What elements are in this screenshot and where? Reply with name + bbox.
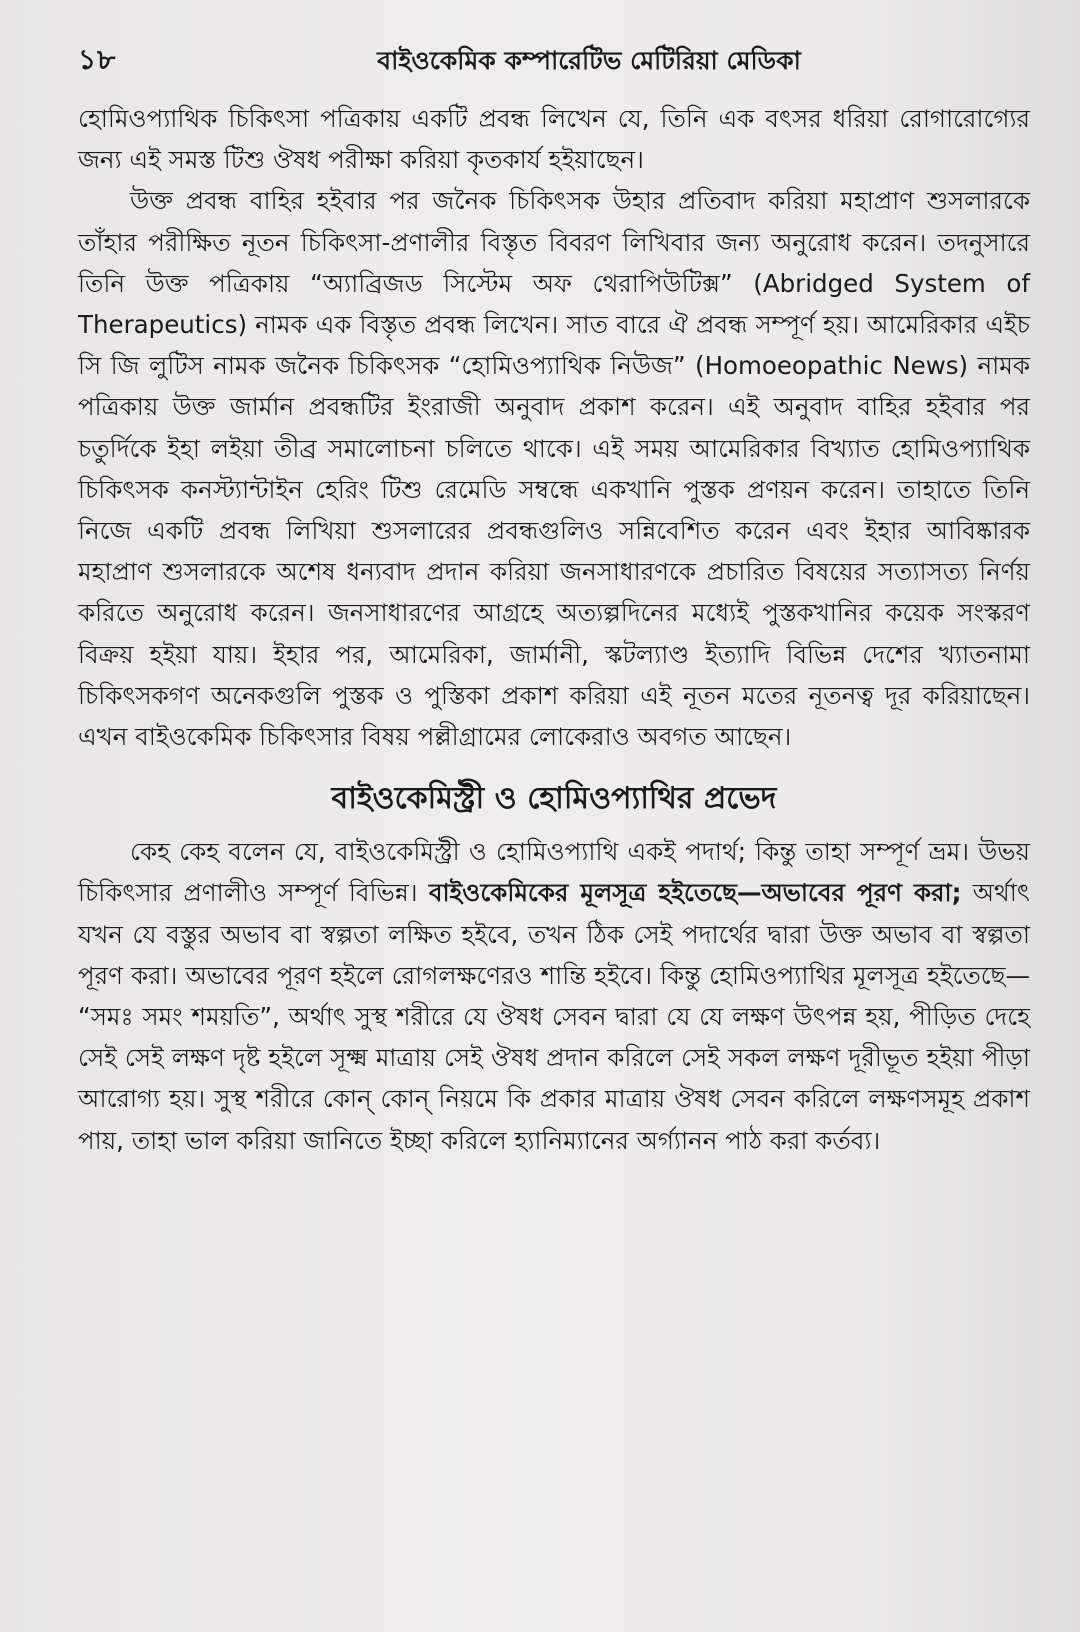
page-number: ১৮ [78, 43, 117, 76]
principle-bold-text: বাইওকেমিকের মূলসূত্র হইতেছে—অভাবের পূরণ করা; [428, 878, 962, 908]
paragraph-text-end: অর্থাৎ যখন যে বস্তুর অভাব বা স্বল্পতা লক্ষিত হইবে, তখন ঠিক সেই পদার্থের দ্বারা উক্ত অভাব বা স্বল্পতা পূরণ করা। অভাবের পূরণ হইলে রোগলক্ষণেরও শান্তি হইবে। কিন্তু হোমিওপ্যাথির মূলসূত্র হইতেছে— “সমঃ সমং শময়তি”, অর্থাৎ সুস্থ শরীরে যে ঔষধ সেবন দ্বারা যে যে লক্ষণ উৎপন্ন হয়, পীড়িত দেহে সেই সেই লক্ষণ দৃষ্ট হইলে সূক্ষ্ম মাত্রায় সেই ঔষধ প্রদান করিলে সেই সকল লক্ষণ দূরীভূত হইয়া পীড়া আরোগ্য হয়। সুস্থ শরীরে কোন্ কোন্ নিয়মে কি প্রকার মাত্রায় ঔষধ সেবন করিলে লক্ষণসমূহ প্রকাশ পায়, তাহা ভাল করিয়া জানিতে ইচ্ছা করিলে হ্যানিম্যানের অর্গ্যানন পাঠ করা কর্তব্য। [78, 878, 1030, 1155]
section-heading: বাইওকেমিস্ট্রী ও হোমিওপ্যাথির প্রভেদ [331, 781, 777, 817]
page-header [78, 38, 1030, 94]
paragraph-history: উক্ত প্রবন্ধ বাহির হইবার পর জনৈক চিকিৎসক উহার প্রতিবাদ করিয়া মহাপ্রাণ শুসলারকে তাঁহার পরীক্ষিত নূতন চিকিৎসা-প্রণালীর বিস্তৃত বিবরণ লিখিবার জন্য অনুরোধ করেন। তদনুসারে তিনি উক্ত পত্রিকায় “অ্যাব্রিজড সিস্টেম অফ থেরাপিউটিক্স” (Abridged System of Therapeutics) নামক এক বিস্তৃত প্রবন্ধ লিখেন। সাত বারে ঐ প্রবন্ধ সম্পূর্ণ হয়। আমেরিকার এইচ সি জি লুটিস নামক জনৈক চিকিৎসক “হোমিওপ্যাথিক নিউজ” (Homoeopathic News) নামক পত্রিকায় উক্ত জার্মান প্রবন্ধটির ইংরাজী অনুবাদ প্রকাশ করেন। এই অনুবাদ বাহির হইবার পর চতুর্দিকে ইহা লইয়া তীব্র সমালোচনা চলিতে থাকে। এই সময় আমেরিকার বিখ্যাত হোমিওপ্যাথিক চিকিৎসক কনস্ট্যান্টাইন হেরিং টিশু রেমেডি সম্বন্ধে একখানি পুস্তক প্রণয়ন করেন। তাহাতে তিনি নিজে একটি প্রবন্ধ লিখিয়া শুসলারের প্রবন্ধগুলিও সন্নিবেশিত করেন এবং ইহার আবিষ্কারক মহাপ্রাণ শুসলারকে অশেষ ধন্যবাদ প্রদান করিয়া জনসাধারণকে প্রচারিত বিষয়ের সত্যাসত্য নির্ণয় করিতে অনুরোধ করেন। জনসাধারণের আগ্রহে অত্যল্পদিনের মধ্যেই পুস্তকখানির কয়েক সংস্করণ বিক্রয় হইয়া যায়। ইহার পর, আমেরিকা, জার্মানী, স্কটল্যাণ্ড ইত্যাদি বিভিন্ন দেশের খ্যাতনামা চিকিৎসকগণ অনেকগুলি পুস্তক ও পুস্তিকা প্রকাশ করিয়া এই নূতন মতের নূতনত্ব দূর করিয়াছেন। এখন বাইওকেমিক চিকিৎসার বিষয় পল্লীগ্রামের লোকেরাও অবগত আছেন। [78, 186, 1030, 752]
paragraph-text-start: কেহ কেহ বলেন যে, বাইওকেমিস্ট্রী ও হোমিওপ্যাথি একই পদার্থ; কিন্তু তাহা সম্পূর্ণ ভ্রম। উভয় চিকিৎসার প্রণালীও সম্পূর্ণ বিভিন্ন। [78, 837, 1030, 908]
paragraph-difference [78, 831, 1030, 1161]
paragraph-continued: হোমিওপ্যাথিক চিকিৎসা পত্রিকায় একটি প্রবন্ধ লিখেন যে, তিনি এক বৎসর ধরিয়া রোগারোগ্যের জন্য এই সমস্ত টিশু ঔষধ পরীক্ষা করিয়া কৃতকার্য হইয়াছেন। [78, 104, 1030, 175]
running-title: বাইওকেমিক কম্পারেটিভ মেটিরিয়া মেডিকা [377, 46, 801, 75]
